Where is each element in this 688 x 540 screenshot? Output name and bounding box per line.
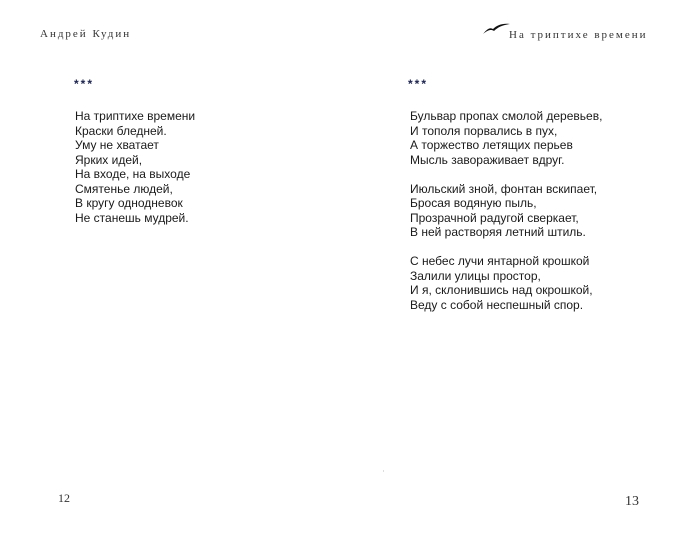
poem-line: На триптихе времени xyxy=(75,109,196,123)
stanza xyxy=(410,109,602,167)
poem-line: Мысль завораживает вдруг. xyxy=(410,152,565,167)
poem-line: Не станешь мудрей. xyxy=(75,210,189,225)
section-ornament: *** xyxy=(74,77,95,91)
stanza xyxy=(410,182,602,240)
page-number: 13 xyxy=(625,494,639,509)
poem-line: А торжество летящих перьев xyxy=(410,138,573,152)
poem-line: Бульвар пропах смолой деревьев, xyxy=(410,109,603,123)
poem-line: Краски бледней. xyxy=(75,123,167,138)
poem-line: В кругу однодневок xyxy=(75,196,183,210)
poem xyxy=(75,109,195,240)
poem-line: На входе, на выходе xyxy=(75,167,191,181)
poem-line: Залили улицы простор, xyxy=(410,268,541,283)
poem-line: Прозрачной радугой сверкает, xyxy=(410,210,579,225)
poem-line: С небес лучи янтарной крошкой xyxy=(410,254,590,268)
poem-line: Бросая водяную пыль, xyxy=(410,196,537,210)
poem-line: Ярких идей, xyxy=(75,152,143,167)
stanza xyxy=(410,254,602,312)
page-number: 12 xyxy=(58,491,70,505)
poem-line: И тополя порвались в пух, xyxy=(410,123,558,138)
running-header-title: На триптихе времени xyxy=(509,29,648,41)
stanza xyxy=(75,109,195,225)
poem-line: Уму не хватает xyxy=(75,138,159,152)
poem-line: В ней растворяя летний штиль. xyxy=(410,225,586,239)
section-ornament: *** xyxy=(408,77,429,91)
seagull-icon xyxy=(482,20,512,36)
poem-line: Июльский зной, фонтан вскипает, xyxy=(410,181,598,196)
gutter-mark xyxy=(383,470,384,472)
poem-line: И я, склонившись над окрошкой, xyxy=(410,283,593,297)
poem xyxy=(410,109,602,327)
poem-line: Смятенье людей, xyxy=(75,181,173,196)
poem-line: Веду с собой неспешный спор. xyxy=(410,297,584,312)
running-header-author: Андрей Кудин xyxy=(40,28,132,40)
